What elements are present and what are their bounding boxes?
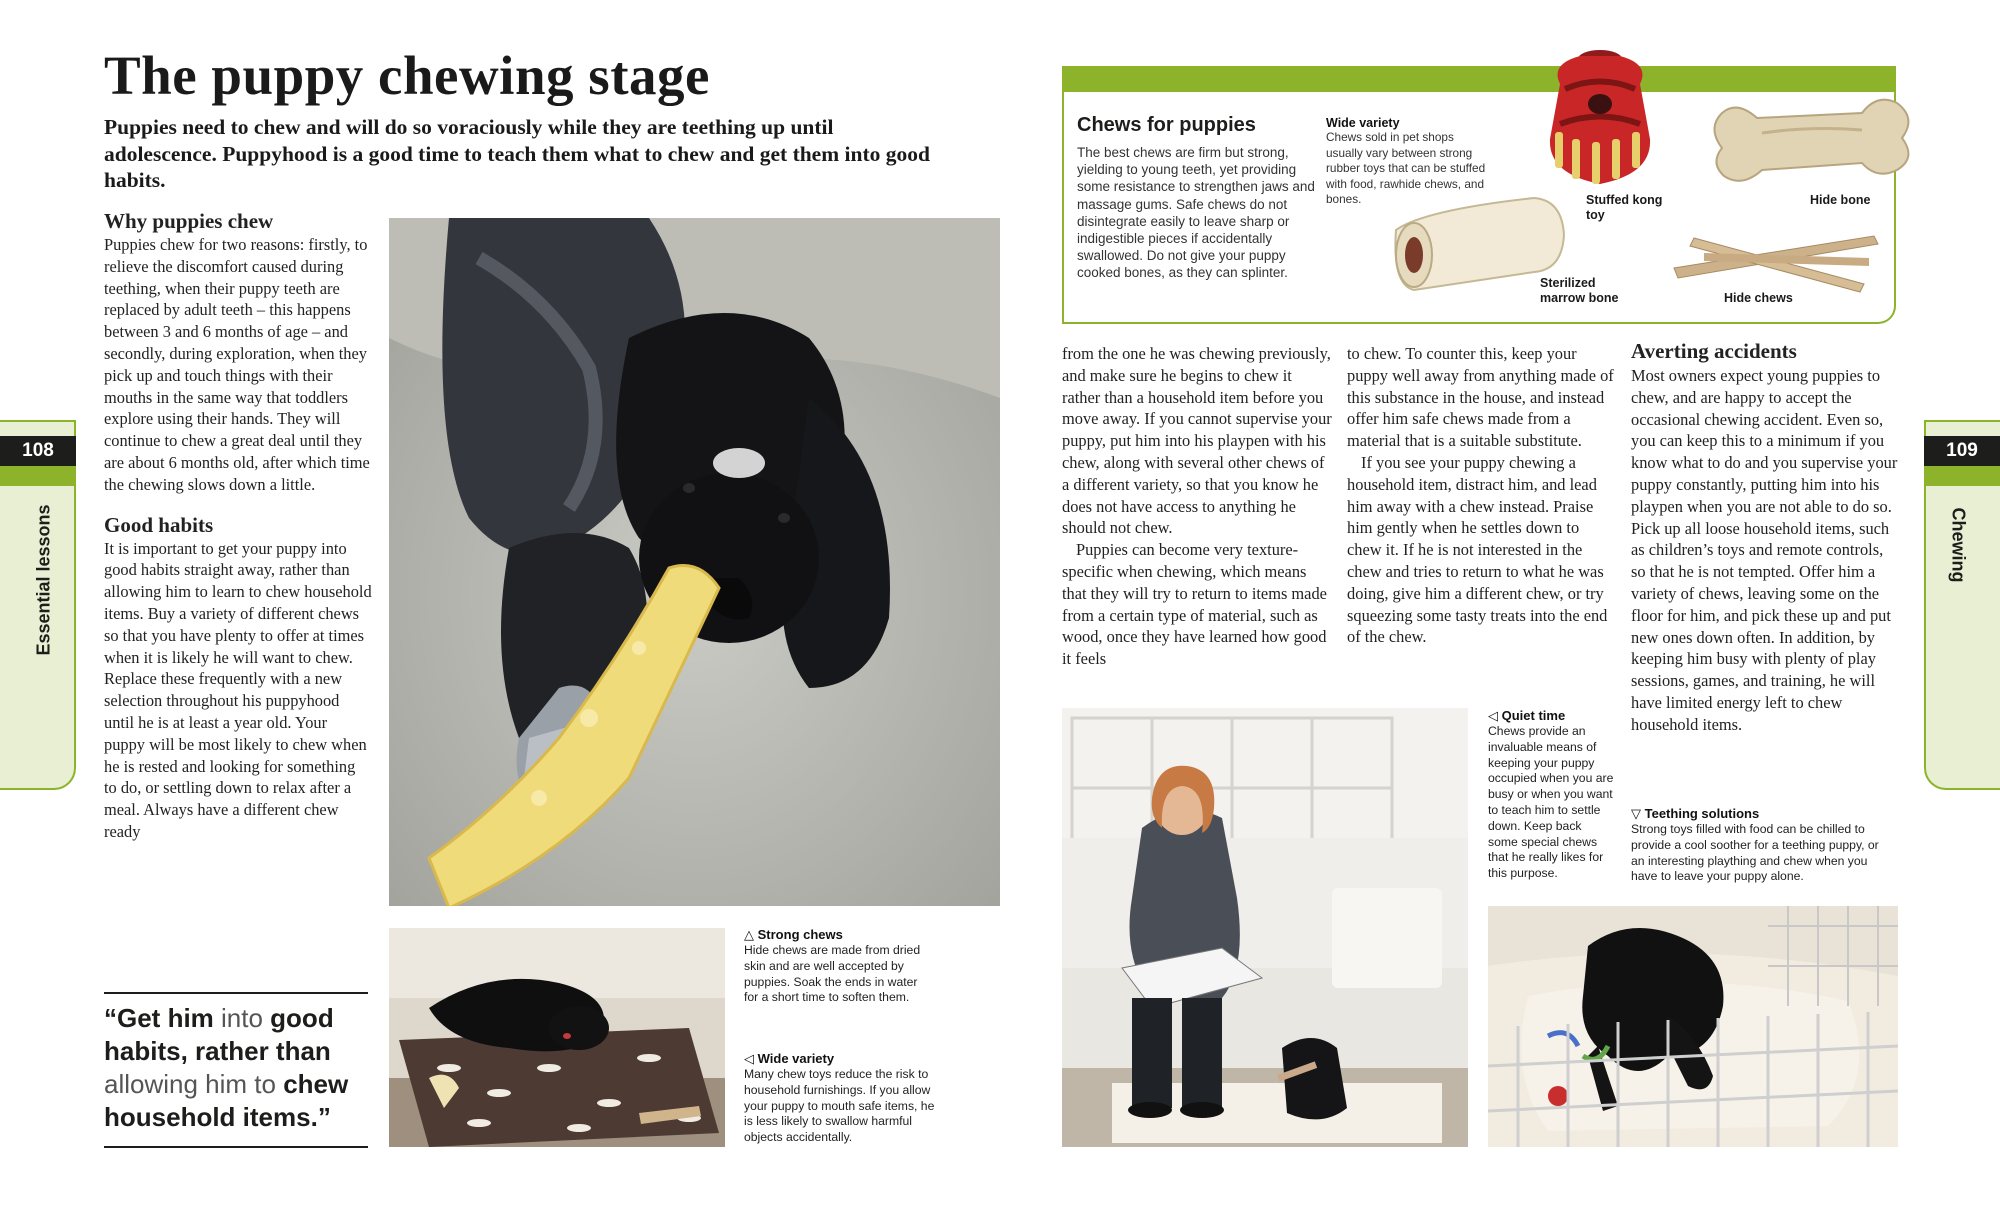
right-col1-paragraph-1: from the one he was chewing previously, and make sure he begins to chew it rather than a household item before you move away. If you cannot supervise your puppy, put him into his playpen with his chew, along with several other chews of a different variety, so that you know he does not have access to anything he should not chew. — [1062, 344, 1332, 538]
section-text-why: Puppies chew for two reasons: firstly, to relieve the discomfort caused during teething, when their puppy teeth are replaced by adult teeth – this happens between 3 and 6 months of age – and secondly, during exploration, when they pick up and touch things with their mouths in the same way that toddlers explore using their hands. They will continue to chew a great deal until they are about 6 months old, after which time the chewing slows down a little. — [104, 235, 370, 494]
page-number-left: 108 — [0, 436, 76, 466]
page-title: The puppy chewing stage — [104, 45, 710, 106]
triangle-up-icon: △ — [744, 927, 754, 942]
caption-quiet-time-title-text: Quiet time — [1501, 708, 1566, 723]
chews-panel-variety-text: Chews sold in pet shops usually vary between strong rubber toys that can be stuffed with food, rawhide chews, and bones. — [1326, 130, 1486, 206]
hide-chews-image — [1664, 228, 1886, 294]
caption-teething-title-text: Teething solutions — [1644, 806, 1760, 821]
caption-quiet-time — [1488, 708, 1614, 882]
quote-rule-top — [104, 992, 368, 994]
quote-rule-bottom — [104, 1146, 368, 1148]
photo-woman-reading-with-puppy — [1062, 708, 1468, 1147]
quote-text-4: allowing him to — [104, 1069, 284, 1099]
caption-strong-chews-title — [744, 927, 934, 943]
kong-toy-image — [1540, 44, 1660, 192]
caption-teething-text: Strong toys filled with food can be chilled to provide a cool soother for a teething puppy, or an interesting plaything and chew when you have to leave your puppy alone. — [1631, 822, 1879, 884]
quote-close-mark: ” — [317, 1102, 331, 1132]
quote-text-5: chew household items. — [104, 1069, 349, 1132]
right-tab-green-bar — [1924, 466, 2000, 486]
photo-spaniel-puppy-chewing — [389, 218, 1000, 906]
caption-teething — [1631, 806, 1893, 885]
left-tab-green-bar — [0, 466, 76, 486]
chews-panel-text: The best chews are firm but strong, yielding to young teeth, yet providing some resistance to strengthen jaws and massage gums. Safe chews do not disintegrate easily to leave sharp or indigestible pieces if accidentally swallowed. Do not give your puppy cooked bones, as they can splinter. — [1077, 145, 1315, 281]
right-col1-paragraph-2: Puppies can become very texture-specific when chewing, which means that they will try to return to items made from a certain type of material, such as wood, once they have learned how good it feels — [1062, 540, 1327, 669]
caption-wide-variety-left — [744, 1051, 944, 1146]
section-heading-why: Why puppies chew — [104, 209, 274, 233]
section-text-averting: Most owners expect young puppies to chew, and are happy to accept the occasional chewing accident. Even so, you can keep this to a minimum if you know what to do and you supervise your puppy constantly, putting him into his playpen when you are not able to do so. Pick up all loose household items, such as children’s toys and remote controls, so that he is not tempted. Offer him a variety of chews, leaving some on the floor for him, and pick these up and put new ones down often. In addition, by keeping him busy with plenty of play sessions, games, and training, he will have limited energy left to chew household items. — [1631, 366, 1898, 734]
caption-quiet-time-title — [1488, 708, 1614, 724]
quote-text-3: good habits, rather than — [104, 1003, 334, 1066]
label-stuffed-kong: Stuffed kong toy — [1586, 193, 1663, 222]
chews-panel-variety-title: Wide variety — [1326, 116, 1400, 130]
intro-paragraph: Puppies need to chew and will do so voraciously while they are teething up until adolescence. Puppyhood is a good time to teach them what to chew and get them into good habits. — [104, 115, 930, 192]
quote-text-2: into — [221, 1003, 271, 1033]
caption-teething-title — [1631, 806, 1893, 822]
caption-quiet-time-text: Chews provide an invaluable means of keeping your puppy occupied when you are busy or when you want to teach him to settle down. Keep back some special chews that he really likes for this purpose. — [1488, 724, 1614, 881]
triangle-left-icon: ◁ — [1488, 708, 1498, 723]
right-column-3 — [1631, 338, 1899, 736]
photo-puppy-in-playpen — [1488, 906, 1898, 1147]
right-column-2 — [1347, 343, 1617, 648]
triangle-down-icon: ▽ — [1631, 806, 1641, 821]
caption-strong-chews-title-text: Strong chews — [757, 927, 843, 942]
quote-text-1: Get him — [117, 1003, 222, 1033]
right-column-1 — [1062, 343, 1332, 670]
quote-open-mark: “ — [104, 1003, 117, 1033]
section-heading-habits: Good habits — [104, 512, 214, 537]
label-hide-chews: Hide chews — [1724, 291, 1793, 305]
section-heading-averting: Averting accidents — [1631, 339, 1797, 363]
pull-quote — [104, 1002, 376, 1134]
right-col2-paragraph-2: If you see your puppy chewing a household item, distract him, and lead him away with a chew instead. Praise him gently when he settles down to chew it. If he is not interested in the chew and tries to return to what he was doing, give him a different chew, or try squeezing some tasty treats into the end of the chew. — [1347, 452, 1608, 647]
caption-wide-variety-left-title-text: Wide variety — [757, 1051, 835, 1066]
photo-black-puppy-on-bed — [389, 928, 725, 1147]
caption-strong-chews — [744, 927, 934, 1006]
hide-bone-image — [1702, 88, 1920, 192]
triangle-left-icon: ◁ — [744, 1051, 754, 1066]
label-marrow-bone: Sterilized marrow bone — [1540, 276, 1619, 305]
right-tab-label: Chewing — [1948, 507, 1969, 583]
label-hide-bone: Hide bone — [1810, 193, 1871, 207]
right-col2-paragraph-1: to chew. To counter this, keep your puppy well away from anything made of this substance in the house, and instead offer him safe chews made from a material that is a suitable substitute. — [1347, 344, 1614, 451]
chews-panel-heading: Chews for puppies — [1077, 114, 1256, 136]
caption-wide-variety-left-title — [744, 1051, 944, 1067]
left-tab-label: Essential lessons — [33, 504, 54, 656]
caption-strong-chews-text: Hide chews are made from dried skin and are well accepted by puppies. Soak the ends in water for a short time to soften them. — [744, 943, 921, 1005]
section-text-habits: It is important to get your puppy into good habits straight away, rather than allowing him to learn to chew household items. Buy a variety of different chews so that you have plenty to offer at times when it is likely he will want to chew. Replace these frequently with a new selection throughout his puppyhood until he is at least a year old. Your puppy will be most likely to chew when he is rested and looking for something to do, or settling down to relax after a meal. Always have a different chew ready — [104, 538, 372, 841]
page-number-right: 109 — [1924, 436, 2000, 466]
caption-wide-variety-left-text: Many chew toys reduce the risk to household furnishings. If you allow your puppy to mouth safe items, he is less likely to swallow harmful objects accidentally. — [744, 1067, 935, 1145]
left-column — [104, 208, 372, 843]
